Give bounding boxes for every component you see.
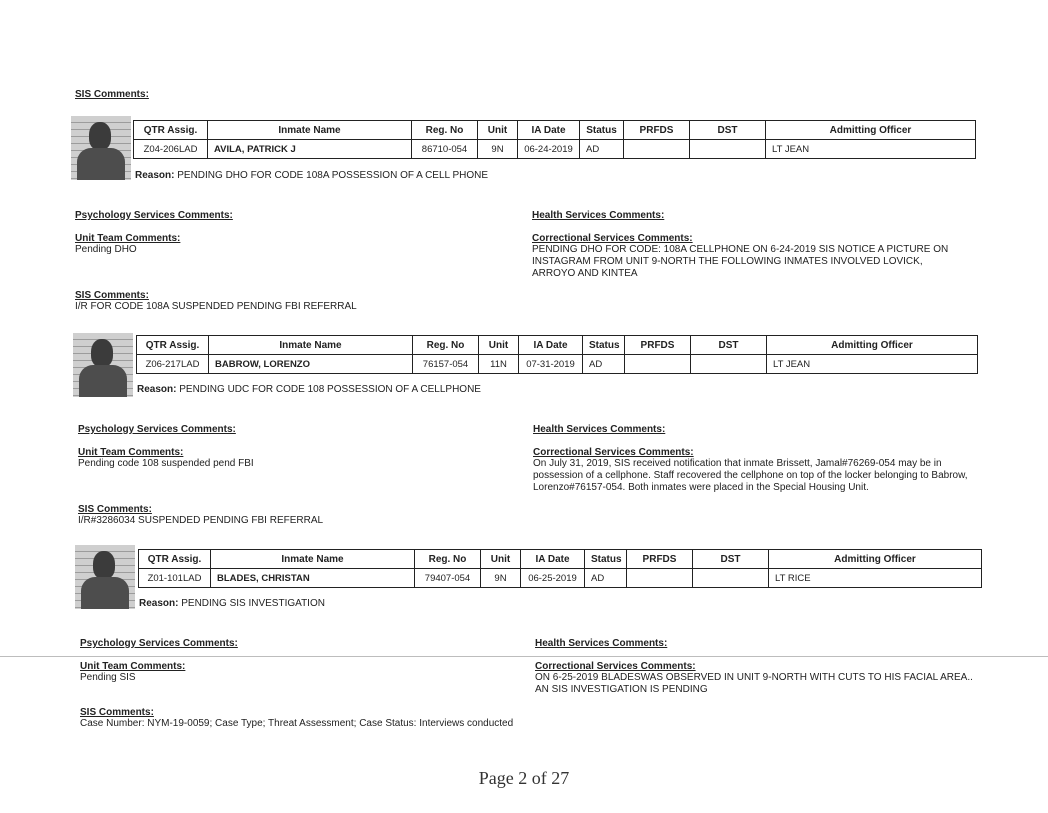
unit-team-header: Unit Team Comments: <box>75 233 181 244</box>
header-status: Status <box>583 336 625 355</box>
correctional-services-header: Correctional Services Comments: <box>535 661 696 672</box>
scan-divider-line <box>0 656 1048 657</box>
cell-qtr: Z06-217LAD <box>137 355 209 374</box>
inmate-photo <box>73 333 133 397</box>
unit-team-header: Unit Team Comments: <box>78 447 184 458</box>
reason-label: Reason: <box>139 598 179 609</box>
reason-text: PENDING UDC FOR CODE 108 POSSESSION OF A CELLPHONE <box>179 384 481 395</box>
cell-inmate-name: BABROW, LORENZO <box>209 355 413 374</box>
reason-line <box>139 598 325 609</box>
cell-dst <box>690 140 766 159</box>
cell-reg-no: 86710-054 <box>412 140 478 159</box>
inmate-photo <box>75 545 135 609</box>
sis-comments-header: SIS Comments: <box>78 504 152 515</box>
reason-line <box>137 384 481 395</box>
header-inmate-name: Inmate Name <box>209 336 413 355</box>
reason-label: Reason: <box>135 170 175 181</box>
inmate-photo <box>71 116 131 180</box>
header-unit: Unit <box>479 336 519 355</box>
cell-admitting-officer: LT RICE <box>769 569 982 588</box>
header-reg-no: Reg. No <box>413 336 479 355</box>
cell-prfds <box>625 355 691 374</box>
cell-ia-date: 06-24-2019 <box>518 140 580 159</box>
header-unit: Unit <box>478 121 518 140</box>
table-row <box>137 355 978 374</box>
cell-prfds <box>624 140 690 159</box>
cell-status: AD <box>583 355 625 374</box>
header-qtr: QTR Assig. <box>137 336 209 355</box>
sis-comments-header: SIS Comments: <box>80 707 154 718</box>
reason-text: PENDING DHO FOR CODE 108A POSSESSION OF A CELL PHONE <box>177 170 489 181</box>
header-reg-no: Reg. No <box>412 121 478 140</box>
cell-reg-no: 79407-054 <box>415 569 481 588</box>
table-header-row <box>137 336 978 355</box>
header-admitting-officer: Admitting Officer <box>769 550 982 569</box>
sis-comment: Case Number: NYM-19-0059; Case Type; Threat Assessment; Case Status: Interviews conducted <box>80 718 514 729</box>
cell-qtr: Z04-206LAD <box>134 140 208 159</box>
unit-team-comment: Pending code 108 suspended pend FBI <box>78 458 254 469</box>
health-services-header: Health Services Comments: <box>533 424 666 435</box>
reason-label: Reason: <box>137 384 177 395</box>
sis-comments-header: SIS Comments: <box>75 290 149 301</box>
cell-dst <box>693 569 769 588</box>
header-dst: DST <box>691 336 767 355</box>
header-prfds: PRFDS <box>625 336 691 355</box>
health-services-header: Health Services Comments: <box>535 638 668 649</box>
header-admitting-officer: Admitting Officer <box>767 336 978 355</box>
cell-admitting-officer: LT JEAN <box>766 140 976 159</box>
table-header-row <box>139 550 982 569</box>
header-qtr: QTR Assig. <box>139 550 211 569</box>
reason-line <box>135 170 488 181</box>
inmate-table <box>133 120 976 159</box>
header-status: Status <box>580 121 624 140</box>
inmate-table <box>138 549 982 588</box>
psychology-services-header: Psychology Services Comments: <box>78 424 236 435</box>
table-row <box>134 140 976 159</box>
health-services-header: Health Services Comments: <box>532 210 665 221</box>
cell-status: AD <box>580 140 624 159</box>
psychology-services-header: Psychology Services Comments: <box>80 638 238 649</box>
unit-team-header: Unit Team Comments: <box>80 661 186 672</box>
header-reg-no: Reg. No <box>415 550 481 569</box>
unit-team-comment: Pending SIS <box>80 672 136 683</box>
header-ia-date: IA Date <box>519 336 583 355</box>
correctional-services-comment: PENDING DHO FOR CODE: 108A CELLPHONE ON 6-24-2019 SIS NOTICE A PICTURE ON INSTAGRAM FROM UNIT 9-NORTH THE FOLLOWING INMATES INVOLVED LOVICK, ARROYO AND KINTEA <box>532 244 949 279</box>
cell-reg-no: 76157-054 <box>413 355 479 374</box>
correctional-services-header: Correctional Services Comments: <box>532 233 693 244</box>
header-dst: DST <box>690 121 766 140</box>
cell-ia-date: 06-25-2019 <box>521 569 585 588</box>
header-qtr: QTR Assig. <box>134 121 208 140</box>
header-dst: DST <box>693 550 769 569</box>
cell-status: AD <box>585 569 627 588</box>
unit-team-comment: Pending DHO <box>75 244 137 255</box>
header-admitting-officer: Admitting Officer <box>766 121 976 140</box>
correctional-services-comment: On July 31, 2019, SIS received notification that inmate Brissett, Jamal#76269-054 may be in possession of a cellphone. Staff recovered the cellphone on top of the locker belonging to Babrow, Lorenzo#76157-054. Both inmates were placed in the Special Housing Unit. <box>533 458 968 493</box>
table-row <box>139 569 982 588</box>
cell-inmate-name: AVILA, PATRICK J <box>208 140 412 159</box>
header-ia-date: IA Date <box>521 550 585 569</box>
header-ia-date: IA Date <box>518 121 580 140</box>
header-status: Status <box>585 550 627 569</box>
cell-unit: 9N <box>478 140 518 159</box>
cell-ia-date: 07-31-2019 <box>519 355 583 374</box>
correctional-services-header: Correctional Services Comments: <box>533 447 694 458</box>
reason-text: PENDING SIS INVESTIGATION <box>181 598 325 609</box>
cell-unit: 9N <box>481 569 521 588</box>
inmate-table <box>136 335 978 374</box>
psychology-services-header: Psychology Services Comments: <box>75 210 233 221</box>
cell-unit: 11N <box>479 355 519 374</box>
correctional-services-comment: ON 6-25-2019 BLADESWAS OBSERVED IN UNIT 9-NORTH WITH CUTS TO HIS FACIAL AREA.. AN SIS INVESTIGATION IS PENDING <box>535 672 973 695</box>
header-prfds: PRFDS <box>624 121 690 140</box>
header-inmate-name: Inmate Name <box>208 121 412 140</box>
cell-prfds <box>627 569 693 588</box>
cell-admitting-officer: LT JEAN <box>767 355 978 374</box>
cell-qtr: Z01-101LAD <box>139 569 211 588</box>
header-prfds: PRFDS <box>627 550 693 569</box>
top-sis-comments-header: SIS Comments: <box>75 89 149 100</box>
sis-comment: I/R#3286034 SUSPENDED PENDING FBI REFERRAL <box>78 515 324 526</box>
header-inmate-name: Inmate Name <box>211 550 415 569</box>
page-number: Page 2 of 27 <box>478 768 570 788</box>
sis-comment: I/R FOR CODE 108A SUSPENDED PENDING FBI REFERRAL <box>75 301 357 312</box>
cell-inmate-name: BLADES, CHRISTAN <box>211 569 415 588</box>
table-header-row <box>134 121 976 140</box>
header-unit: Unit <box>481 550 521 569</box>
cell-dst <box>691 355 767 374</box>
